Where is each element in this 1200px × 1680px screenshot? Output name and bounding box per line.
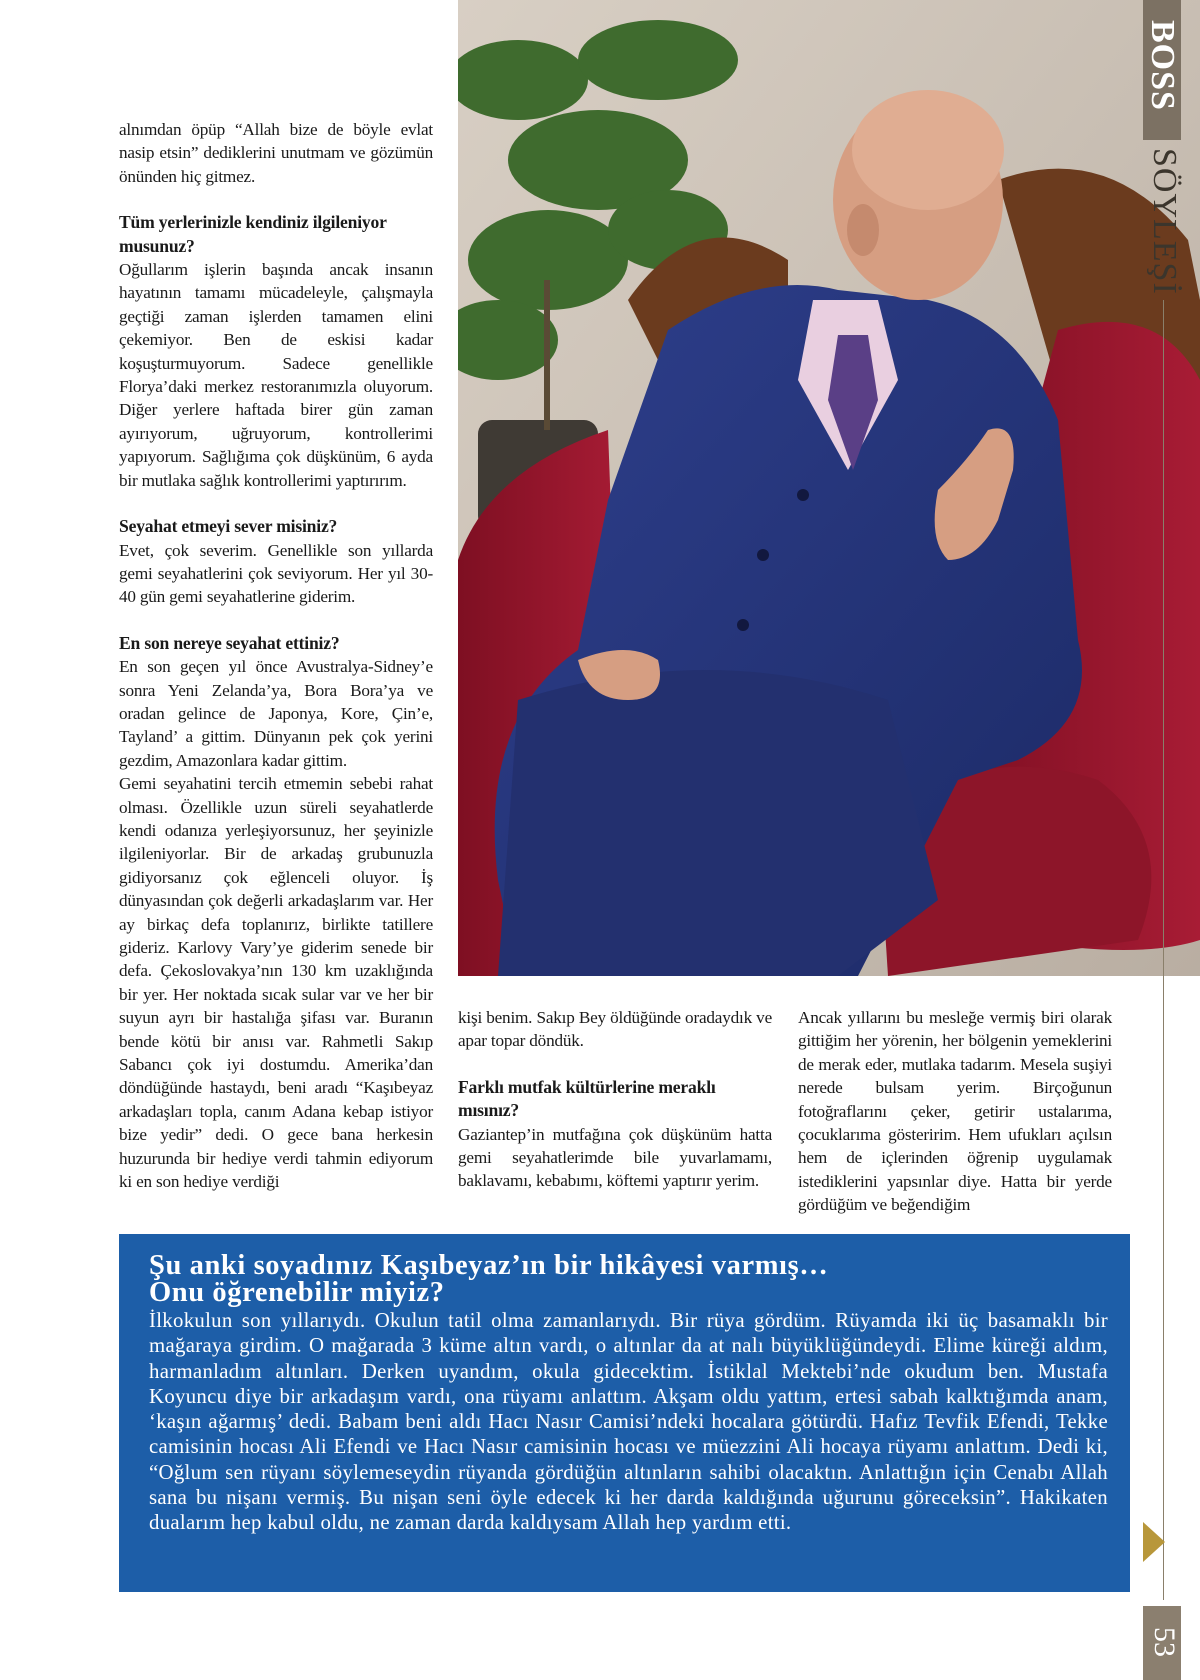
page-number: 53 bbox=[1148, 1627, 1181, 1657]
continued-paragraph: kişi benim. Sakıp Bey öldüğünde oradaydık ve apar topar döndük. bbox=[458, 1008, 772, 1051]
question-heading: Seyahat etmeyi sever misiniz? bbox=[119, 516, 338, 537]
intro-paragraph: alnımdan öpüp “Allah bize de böyle evlat nasip etsin” dediklerini unutmam ve gözümün önünden hiç gitmez. bbox=[119, 120, 433, 186]
callout-heading-line2: Onu öğrenebilir miyiz? bbox=[149, 1277, 445, 1308]
highlight-callout-box bbox=[119, 1234, 1130, 1592]
question-heading: Farklı mutfak kültürlerine meraklı mısınız? bbox=[458, 1076, 716, 1121]
answer-paragraph: En son geçen yıl önce Avustralya-Sidney’e sonra Yeni Zelanda’ya, Bora Bora’ya ve oradan gelince de Japonya, Kore, Çin’e, Tayland’ a gittim. Dünyanın pek çok yerini gezdim, Amazonlara kadar gittim. bbox=[119, 657, 433, 770]
answer-paragraph: Ancak yıllarını bu mesleğe vermiş biri olarak gittiğim her yörenin, her bölgenin yemeklerini de merak eder, mutlaka tadarım. Mesela suşiyi nerede bulsam yerim. Birçoğunun fotoğraflarını çeker, getirir ustalarıma, çocuklarıma gösteririm. Hem ufukları açılsın hem de içlerinden öğrenip uygulamak istediklerini yapsınlar diye. Hatta bir yerde gördüğüm ve beğendiğim bbox=[798, 1008, 1112, 1215]
callout-body: İlkokulun son yıllarıydı. Okulun tatil olma zamanlarıydı. Bir rüya gördüm. Rüyamda iki üç basamaklı bir mağaraya girdim. O mağarada 3 küme altın vardı, o altınlar da at nalı büyüklüğündeydi. Elime küreği aldım, harmanladım altınları. Derken uyandım, okula gidecektim. İstiklal Mektebi’nde okudum ben. Mustafa Koyuncu diye bir arkadaşım vardı, ona rüyamı anlattım. Akşam oldu yattım, ertesi sabah kalktığımda anam, ‘kaşın ağarmış’ dedi. Babam beni aldı Hacı Nasır Camisi’ndeki hocalara götürdü. Hafız Tevfik Efendi, Tekke camisinin hocası Ali Efendi ve Hacı Nasır camisinin hocası ve müezzini Ali hocaya rüyamı anlattım. Dedi ki, “Oğlum sen rüyanı söylemeseydin rüyanda gördüğün altınların sahibi olacaktın. Anlattığın için Cenabı Allah sana bu nişanı vermiş. Bu nişan seni öyle edecek ki her darda kaldığında uğurunu göreceksin”. Hakikaten dualarım hep kabul oldu, ne zaman darda kaldıysam Allah hep yardım etti. bbox=[149, 1309, 1108, 1535]
interview-photo bbox=[458, 0, 1200, 976]
answer-paragraph: Gemi seyahatini tercih etmemin sebebi rahat olması. Özellikle uzun süreli seyahatlerde kendi odanıza yerleşiyorsunuz, her şeyinizle ilgileniyorlar. Bir de arkadaş grubunuzla gidiyorsanız çok eğlenceli oluyor. İş dünyasından çok değerli arkadaşlarım var. Her ay birkaç defa toplanırız, birlikte tatillere gideriz. Karlovy Vary’ye giderim senede bir defa. Çekoslovakya’nın 130 km uzaklığında bir yer. Her noktada sıcak sular var ve her bir suyun ayrı bir hastalığa şifası var. Buranın bende kötü bir anısı var. Rahmetli Sakıp Sabancı çok iyi dostumdu. Amerika’dan döndüğünde hastaydı, beni aradı “Kaşıbeyaz arkadaşları topla, canım Adana kebap istiyor bize yedir” dedi. O gece bana herkesin huzurunda bir hediye verdi tahmin ediyorum ki en son hediye verdiği bbox=[119, 774, 433, 1192]
question-heading: Tüm yerlerinizle kendiniz ilgileniyor musunuz? bbox=[119, 212, 387, 256]
middle-article-column bbox=[458, 1006, 772, 1193]
brand-label: BOSS bbox=[1144, 20, 1181, 111]
answer-paragraph: Gaziantep’in mutfağına çok düşkünüm hatta gemi seyahatlerimde bile yuvarlamamı, baklavamı, kebabımı, köftemi yaptırır yerim. bbox=[458, 1124, 772, 1191]
section-divider-line bbox=[1163, 300, 1164, 1600]
right-article-column bbox=[798, 1006, 1112, 1217]
answer-paragraph: Evet, çok severim. Genellikle son yıllarda gemi seyahatlerini çok seviyorum. Her yıl 30-40 gün gemi seyahatlerine giderim. bbox=[119, 540, 433, 607]
section-label: SÖYLEŞİ bbox=[1146, 148, 1183, 295]
question-heading: En son nereye seyahat ettiniz? bbox=[119, 632, 340, 653]
photo-illustration bbox=[458, 0, 1200, 976]
callout-heading-line1: Şu anki soyadınız Kaşıbeyaz’ın bir hikâyesi varmış… bbox=[149, 1250, 829, 1281]
answer-paragraph: Oğullarım işlerin başında ancak insanın hayatının tamamı mücadeleyle, çalışmayla geçtiği zaman işlerden tamamen elini çekemiyor. Ben de eskisi kadar koşuşturmuyorum. Sadece genellikle Florya’daki merkez restoranımızla oluyorum. Diğer yerlere haftada birer gün zaman ayırıyorum, uğruyorum, kontrollerimi yapıyorum. Sağlığıma çok düşkünüm, 6 ayda bir mutlaka sağlık kontrollerimi yaptırırım. bbox=[119, 260, 433, 490]
arrow-right-icon bbox=[1143, 1522, 1165, 1562]
left-article-column bbox=[119, 118, 433, 1193]
callout-heading bbox=[149, 1252, 1108, 1306]
